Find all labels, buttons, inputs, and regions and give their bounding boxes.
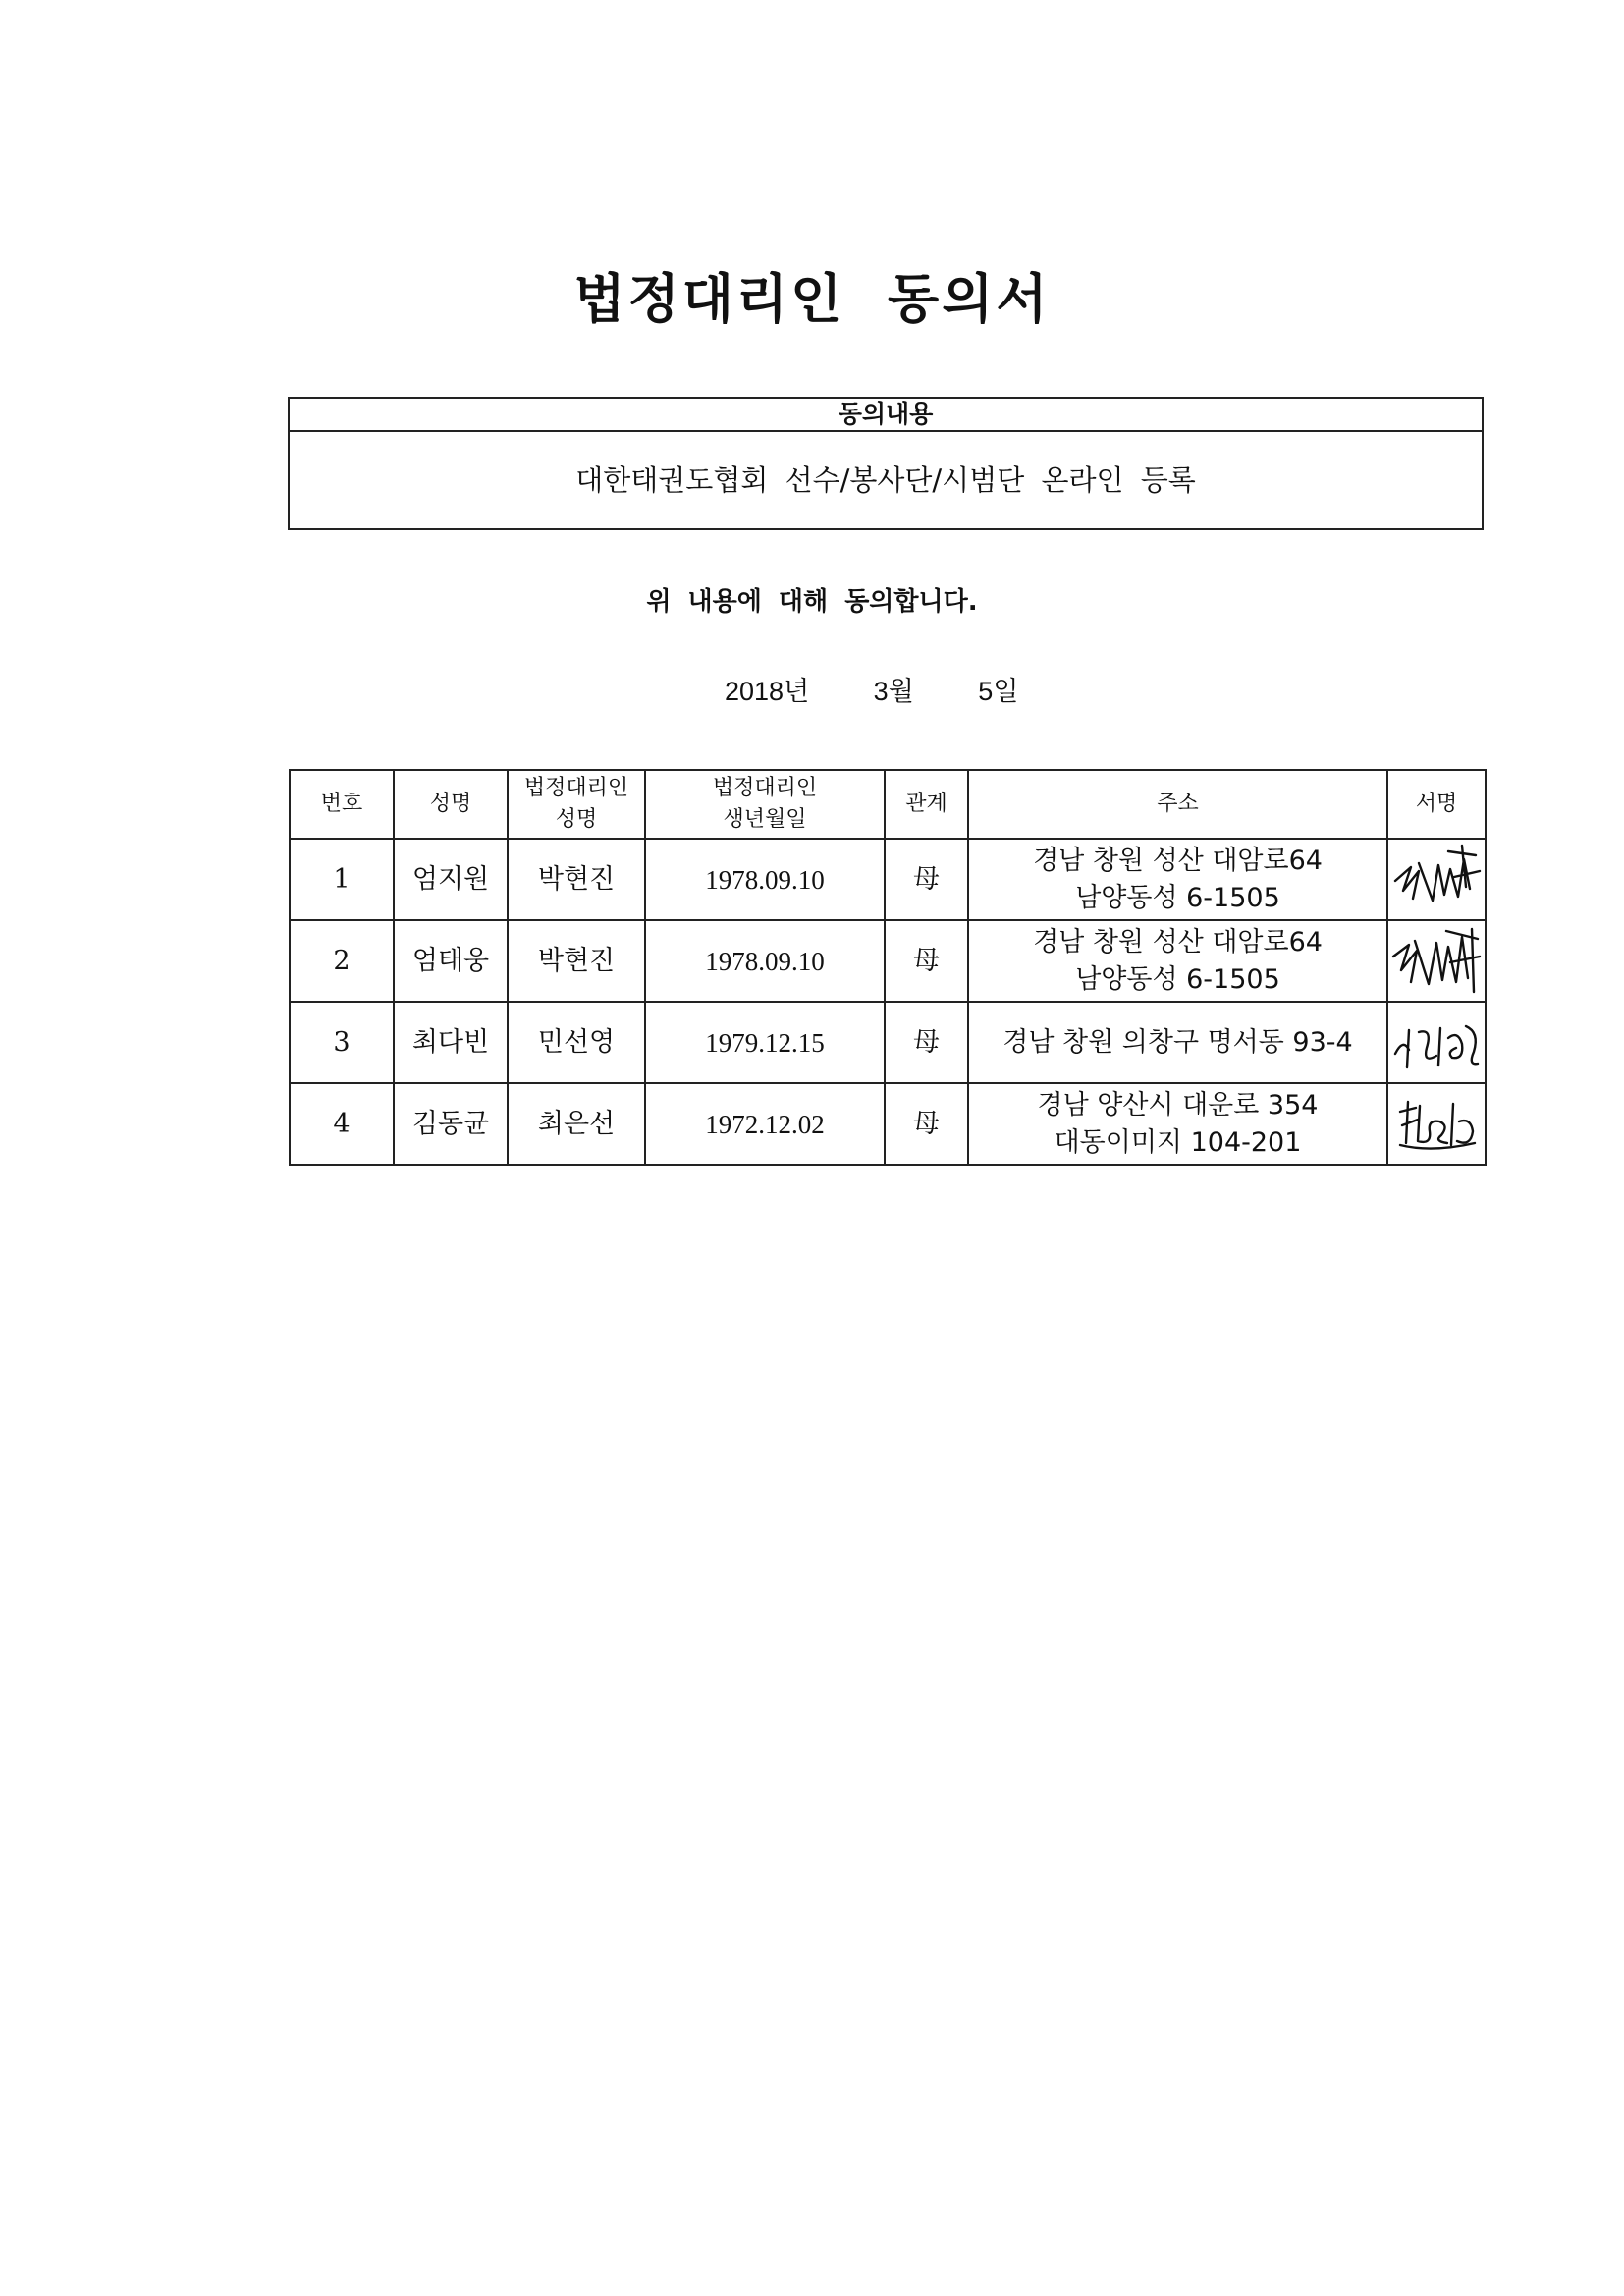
header-relation: 관계 [885, 770, 968, 839]
cell-name: 엄태웅 [394, 920, 508, 1002]
address-line1: 경남 창원 의창구 명서동 93-4 [1002, 1026, 1353, 1058]
table-row [290, 1002, 1486, 1083]
date-year: 2018년 [725, 677, 810, 706]
handwritten-signature [1389, 1009, 1484, 1077]
header-guardian-birth-line1: 법정대리인 [712, 776, 818, 800]
cell-address [968, 1002, 1387, 1083]
header-guardian-name-line2: 성명 [555, 807, 598, 832]
cell-relation: 母 [885, 1083, 968, 1165]
cell-address [968, 920, 1387, 1002]
cell-birth: 1978.09.10 [645, 920, 885, 1002]
cell-guardian: 박현진 [508, 839, 645, 920]
header-name: 성명 [394, 770, 508, 839]
header-guardian-name-line1: 법정대리인 [523, 776, 629, 800]
header-guardian-name [508, 770, 645, 839]
cell-guardian: 최은선 [508, 1083, 645, 1165]
table-row [290, 839, 1486, 920]
date-month: 3월 [873, 677, 914, 706]
handwritten-signature [1392, 1092, 1481, 1157]
guardian-table [289, 769, 1487, 1166]
cell-signature [1387, 839, 1486, 920]
cell-signature [1387, 1083, 1486, 1165]
address-line2: 남양동성 6-1505 [1075, 963, 1280, 995]
address-line2: 남양동성 6-1505 [1075, 882, 1280, 913]
consent-heading: 동의내용 [290, 399, 1482, 432]
header-guardian-birth [645, 770, 885, 839]
cell-address [968, 839, 1387, 920]
cell-name: 엄지원 [394, 839, 508, 920]
consent-content: 대한태권도협회 선수/봉사단/시범단 온라인 등록 [575, 464, 1196, 497]
address-line1: 경남 창원 성산 대암로64 [1033, 926, 1323, 957]
cell-birth: 1978.09.10 [645, 839, 885, 920]
cell-no: 2 [290, 920, 394, 1002]
header-address: 주소 [968, 770, 1387, 839]
table-header-row [290, 770, 1486, 839]
cell-name: 최다빈 [394, 1002, 508, 1083]
cell-name: 김동균 [394, 1083, 508, 1165]
header-guardian-birth-line2: 생년월일 [723, 807, 807, 832]
cell-relation: 母 [885, 920, 968, 1002]
header-signature: 서명 [1387, 770, 1486, 839]
header-no: 번호 [290, 770, 394, 839]
handwritten-signature [1389, 842, 1484, 918]
cell-no: 1 [290, 839, 394, 920]
cell-signature [1387, 920, 1486, 1002]
agreement-statement: 위 내용에 대해 동의합니다. [646, 587, 978, 617]
cell-guardian: 박현진 [508, 920, 645, 1002]
page-title: 법정대리인 동의서 [573, 268, 1051, 330]
cell-birth: 1972.12.02 [645, 1083, 885, 1165]
address-line1: 경남 창원 성산 대암로64 [1033, 845, 1323, 876]
handwritten-signature [1389, 923, 1484, 1000]
cell-no: 3 [290, 1002, 394, 1083]
address-line1: 경남 양산시 대운로 354 [1037, 1089, 1319, 1121]
table-row [290, 920, 1486, 1002]
cell-relation: 母 [885, 839, 968, 920]
date-day: 5일 [978, 677, 1019, 706]
address-line2: 대동이미지 104-201 [1054, 1126, 1302, 1158]
table-row [290, 1083, 1486, 1165]
cell-relation: 母 [885, 1002, 968, 1083]
date-line [725, 670, 1018, 708]
cell-guardian: 민선영 [508, 1002, 645, 1083]
cell-signature [1387, 1002, 1486, 1083]
cell-address [968, 1083, 1387, 1165]
consent-box [288, 397, 1484, 530]
cell-no: 4 [290, 1083, 394, 1165]
cell-birth: 1979.12.15 [645, 1002, 885, 1083]
